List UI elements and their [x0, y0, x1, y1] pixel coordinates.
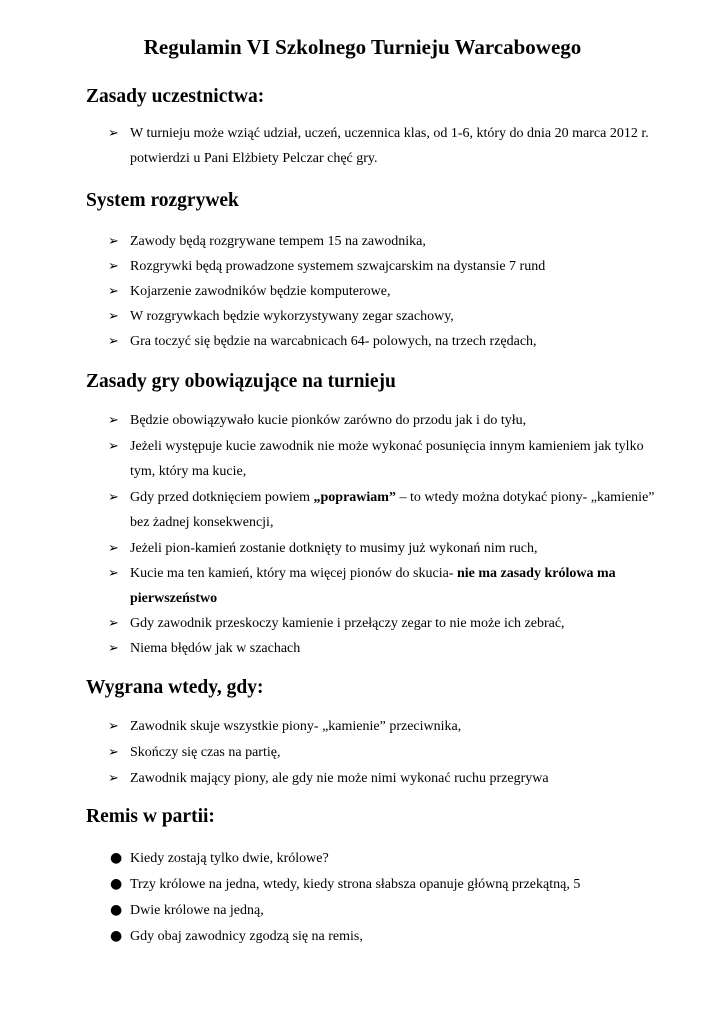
- list-item: ➢ Jeżeli pion-kamień zostanie dotknięty to musimy już wykonań nim ruch,: [108, 536, 668, 561]
- list-item: ➢ Kucie ma ten kamień, który ma więcej pionów do skucia- nie ma zasady królowa ma pierwszeństwo: [108, 561, 668, 611]
- arrow-bullet-icon: ➢: [108, 413, 119, 428]
- list-item: ➢ Rozgrywki będą prowadzone systemem szwajcarskim na dystansie 7 rund: [108, 254, 668, 279]
- section-heading-rules: Zasady gry obowiązujące na turnieju: [86, 371, 396, 392]
- bullet-dot-icon: ●: [110, 850, 123, 866]
- arrow-bullet-icon: ➢: [108, 566, 119, 581]
- bullet-dot-icon: ●: [110, 902, 123, 918]
- list-item: ➢ Zawodnik skuje wszystkie piony- „kamienie” przeciwnika,: [108, 714, 668, 739]
- section-heading-system: System rozgrywek: [86, 190, 239, 211]
- list-item: ➢ Gra toczyć się będzie na warcabnicach 64- polowych, na trzech rzędach,: [108, 329, 668, 354]
- arrow-bullet-icon: ➢: [108, 616, 119, 631]
- section-heading-draw: Remis w partii:: [86, 806, 215, 827]
- list-item: ➢ Gdy przed dotknięciem powiem „poprawiam” – to wtedy można dotykać piony- „kamienie” bez żadnej konsekwencji,: [108, 485, 668, 535]
- arrow-bullet-icon: ➢: [108, 284, 119, 299]
- section-heading-win: Wygrana wtedy, gdy:: [86, 677, 264, 698]
- arrow-bullet-icon: ➢: [108, 745, 119, 760]
- list-item: ● Dwie królowe na jedną,: [108, 898, 668, 923]
- arrow-bullet-icon: ➢: [108, 126, 119, 141]
- arrow-bullet-icon: ➢: [108, 641, 119, 656]
- bullet-dot-icon: ●: [110, 876, 123, 892]
- arrow-bullet-icon: ➢: [108, 719, 119, 734]
- bullet-dot-icon: ●: [110, 928, 123, 944]
- list-item: ● Gdy obaj zawodnicy zgodzą się na remis,: [108, 924, 668, 949]
- list-item: ➢ Kojarzenie zawodników będzie komputerowe,: [108, 279, 668, 304]
- list-item: ● Kiedy zostają tylko dwie, królowe?: [108, 846, 668, 871]
- document-title: Regulamin VI Szkolnego Turnieju Warcabowego: [143, 35, 582, 59]
- list-item: ➢ Zawody będą rozgrywane tempem 15 na zawodnika,: [108, 229, 668, 254]
- list-item: ➢ Jeżeli występuje kucie zawodnik nie może wykonać posunięcia innym kamieniem jak tylko tym, który ma kucie,: [108, 434, 668, 484]
- list-item: ➢ W turnieju może wziąć udział, uczeń, uczennica klas, od 1-6, który do dnia 20 marca 2012 r. potwierdzi u Pani Elżbiety Pelczar chęć gry.: [108, 121, 668, 171]
- arrow-bullet-icon: ➢: [108, 309, 119, 324]
- section-heading-participation: Zasady uczestnictwa:: [86, 86, 265, 107]
- arrow-bullet-icon: ➢: [108, 541, 119, 556]
- arrow-bullet-icon: ➢: [108, 439, 119, 454]
- arrow-bullet-icon: ➢: [108, 259, 119, 274]
- arrow-bullet-icon: ➢: [108, 334, 119, 349]
- arrow-bullet-icon: ➢: [108, 490, 119, 505]
- arrow-bullet-icon: ➢: [108, 234, 119, 249]
- list-item: ● Trzy królowe na jedna, wtedy, kiedy strona słabsza opanuje główną przekątną, 5: [108, 872, 668, 897]
- list-item: ➢ Będzie obowiązywało kucie pionków zarówno do przodu jak i do tyłu,: [108, 408, 668, 433]
- arrow-bullet-icon: ➢: [108, 771, 119, 786]
- list-item: ➢ W rozgrywkach będzie wykorzystywany zegar szachowy,: [108, 304, 668, 329]
- list-item: ➢ Zawodnik mający piony, ale gdy nie może nimi wykonać ruchu przegrywa: [108, 766, 668, 791]
- list-item: ➢ Niema błędów jak w szachach: [108, 636, 668, 661]
- list-item: ➢ Gdy zawodnik przeskoczy kamienie i przełączy zegar to nie może ich zebrać,: [108, 611, 668, 636]
- list-item: ➢ Skończy się czas na partię,: [108, 740, 668, 765]
